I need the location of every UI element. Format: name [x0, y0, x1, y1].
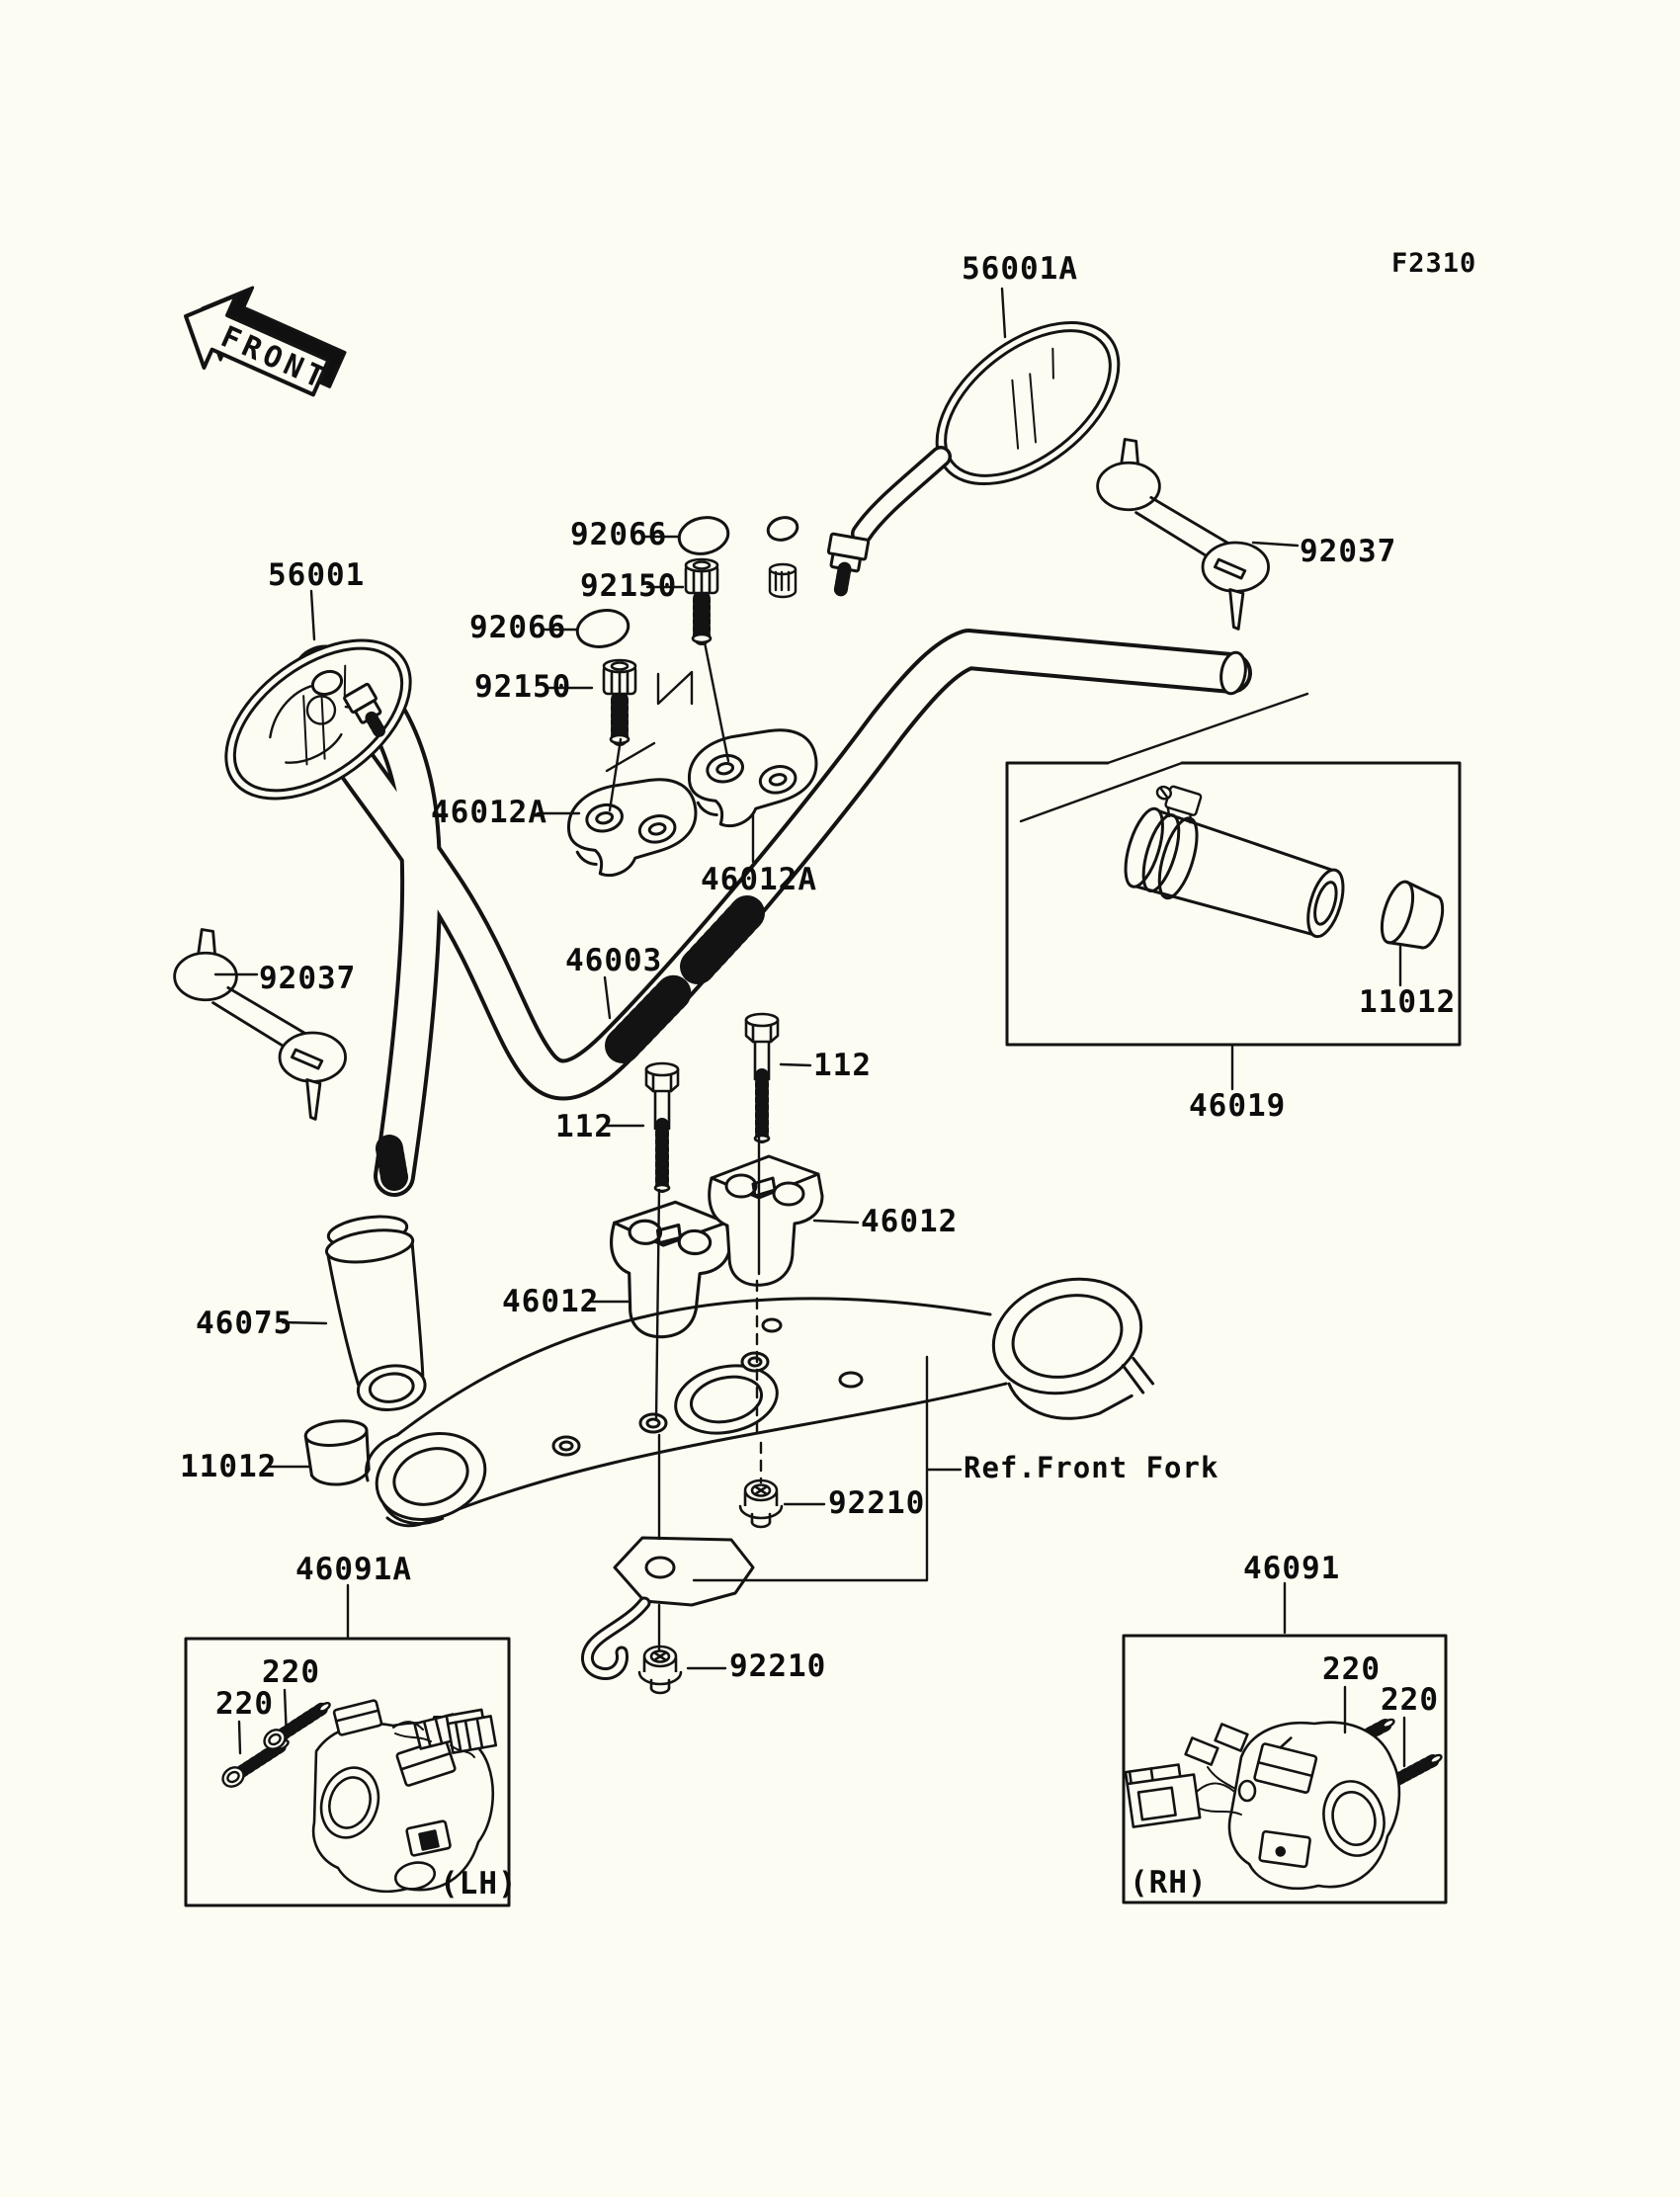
- part-label-clamp-92037-lh: 92037: [259, 961, 357, 996]
- part-label-figure-code: F2310: [1391, 248, 1477, 279]
- part-label-switch-46091: 46091: [1243, 1551, 1341, 1586]
- part-label-nut-92210-b: 92210: [729, 1648, 827, 1684]
- part-label-grip-46075: 46075: [196, 1306, 294, 1341]
- part-label-note-rh: (RH): [1130, 1865, 1208, 1901]
- part-label-cap-92066-b: 92066: [469, 610, 567, 645]
- part-label-holder-46012a-b: 46012A: [701, 862, 817, 897]
- part-label-handlebar-46003: 46003: [565, 943, 663, 978]
- part-label-holder-46012-lh: 46012: [502, 1284, 600, 1319]
- part-label-screw-220-4: 220: [1381, 1682, 1439, 1718]
- part-label-screw-220-1: 220: [262, 1654, 320, 1690]
- part-label-cap-11012-rh: 11012: [1359, 984, 1457, 1020]
- front-arrow-label: FRONT: [215, 319, 334, 398]
- part-label-nut-92210-a: 92210: [828, 1485, 926, 1521]
- part-label-mirror-lower: 56001: [268, 557, 366, 593]
- part-label-switch-46091a: 46091A: [295, 1552, 412, 1587]
- part-label-cap-11012-lh: 11012: [180, 1449, 278, 1484]
- part-label-bolt-112-a: 112: [813, 1048, 872, 1083]
- part-label-mirror-upper: 56001A: [962, 251, 1078, 287]
- part-label-holder-46012-rh: 46012: [861, 1204, 959, 1239]
- part-label-note-lh: (LH): [440, 1866, 518, 1901]
- part-label-holder-46012a-a: 46012A: [431, 795, 547, 830]
- part-label-screw-92150-a: 92150: [580, 568, 678, 604]
- part-label-screw-220-2: 220: [215, 1686, 274, 1722]
- part-label-bolt-112-b: 112: [555, 1109, 614, 1144]
- part-label-clamp-92037-rh: 92037: [1300, 534, 1397, 569]
- part-label-ref-front-fork: Ref.Front Fork: [964, 1451, 1219, 1484]
- part-label-throttle-46019: 46019: [1189, 1088, 1287, 1124]
- part-label-cap-92066-a: 92066: [570, 517, 668, 552]
- part-label-screw-220-3: 220: [1322, 1651, 1381, 1687]
- part-label-screw-92150-b: 92150: [474, 669, 572, 705]
